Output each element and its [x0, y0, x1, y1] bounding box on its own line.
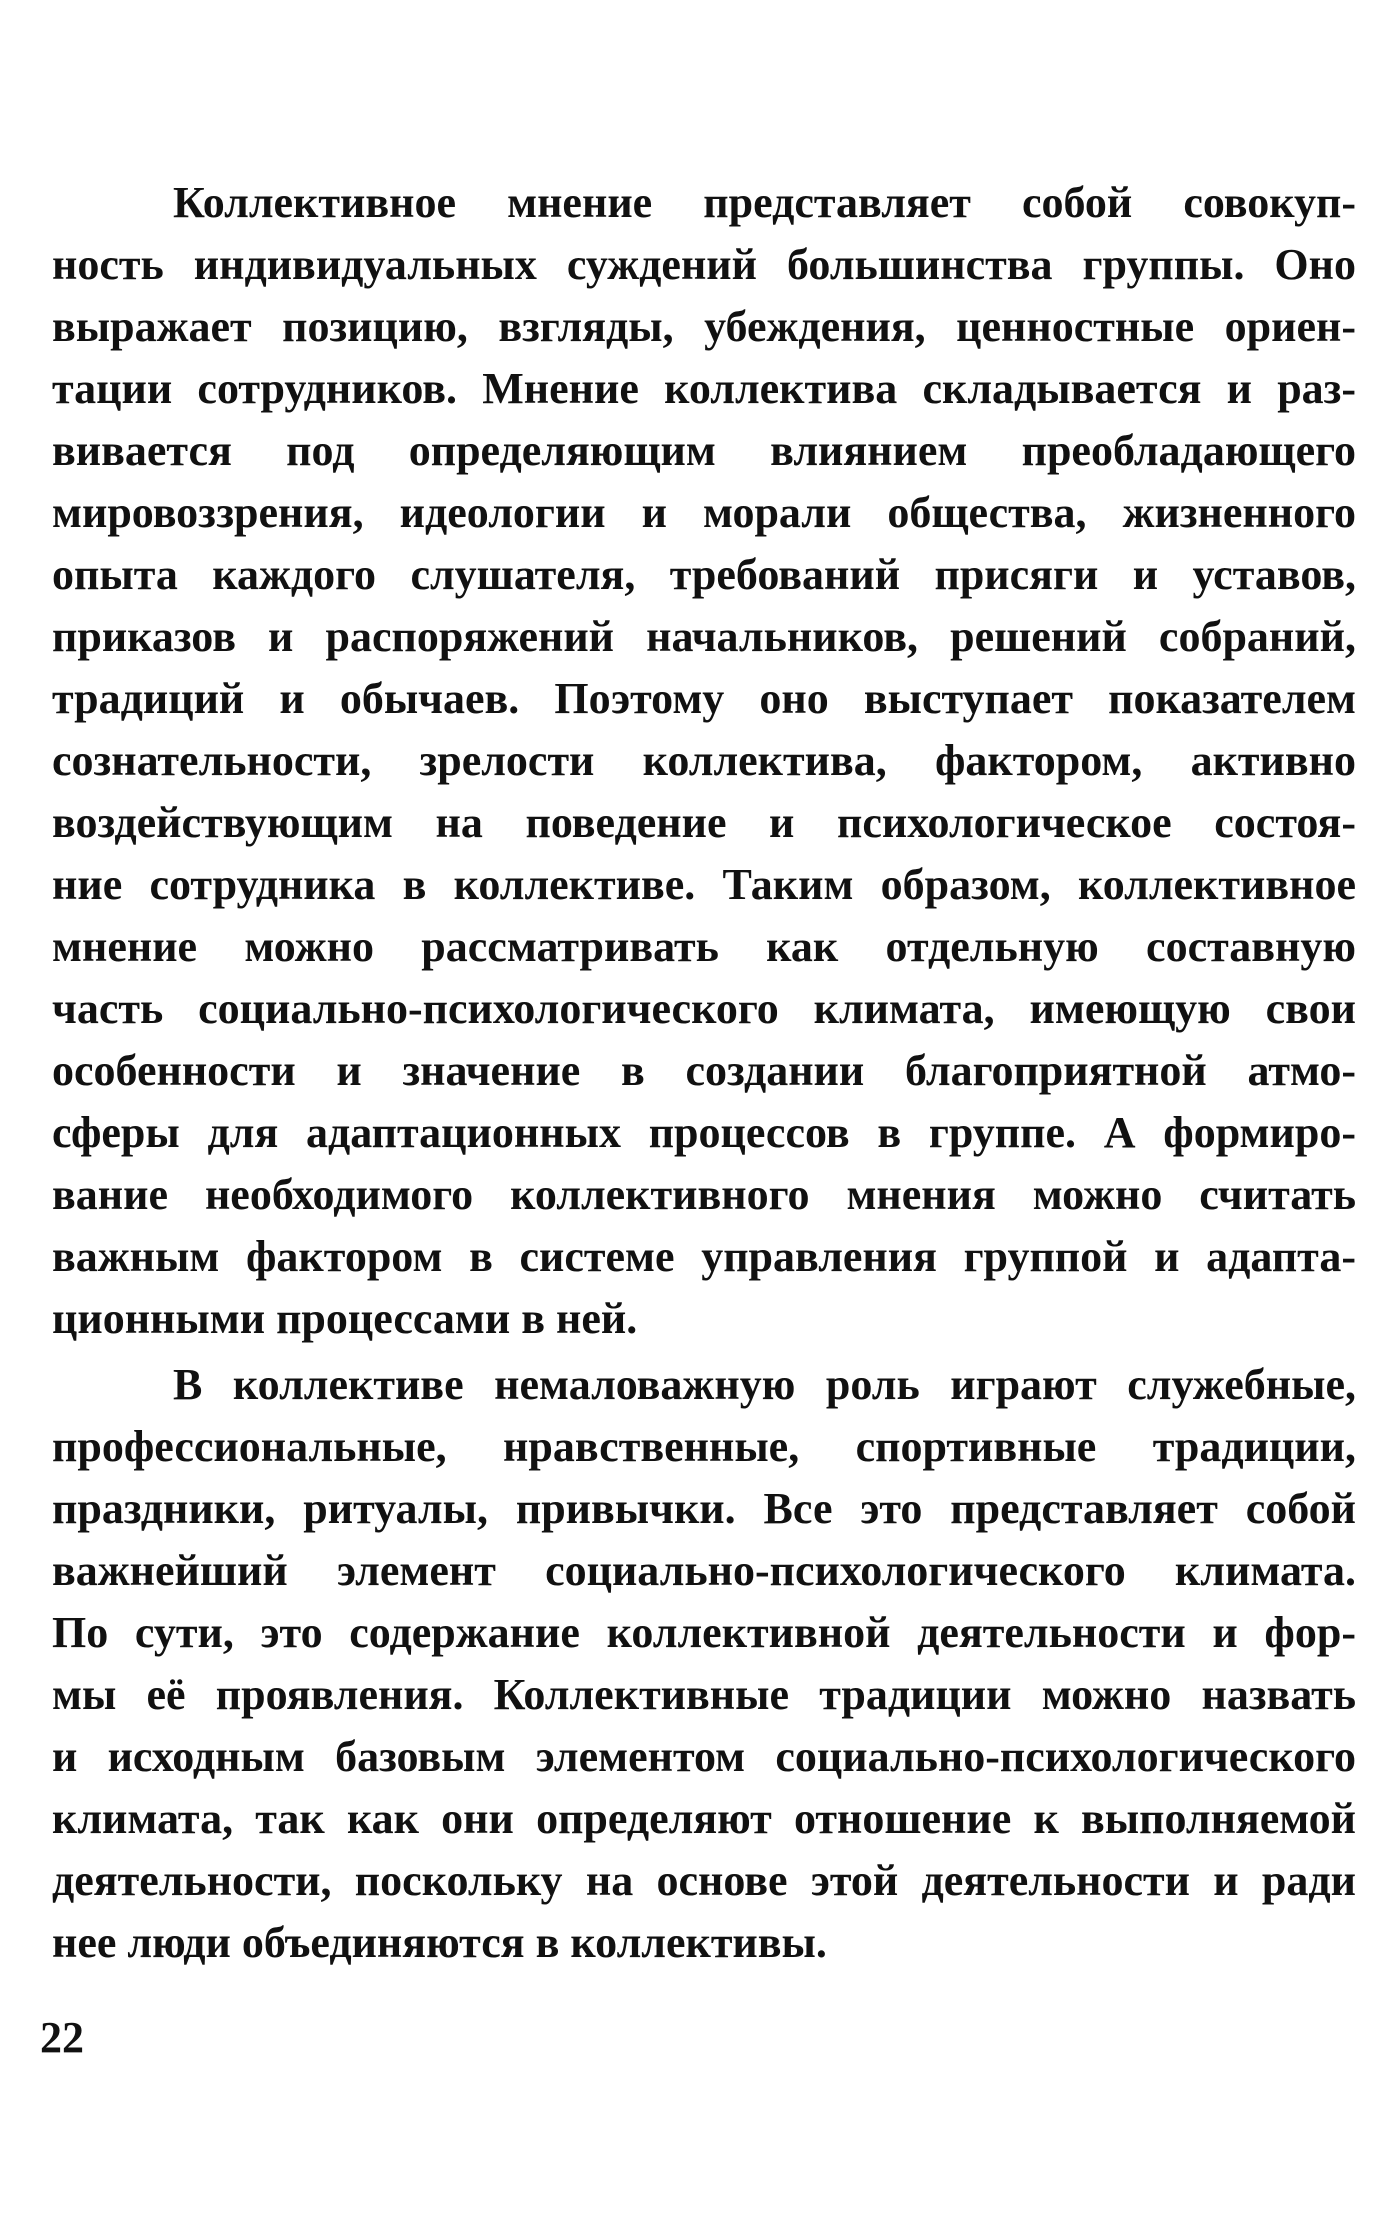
text-line: ние сотрудника в коллективе. Таким образом, коллективное: [52, 860, 1356, 909]
text-line: сферы для адаптационных процессов в группе. А формиро-: [52, 1108, 1356, 1157]
text-line: мы её проявления. Коллективные традиции можно назвать: [52, 1670, 1356, 1719]
text-line: ционными процессами в ней.: [52, 1294, 638, 1343]
text-line: и исходным базовым элементом социально-психологического: [52, 1732, 1356, 1781]
paragraphs: [52, 172, 1356, 1974]
text-line: климата, так как они определяют отношение к выполняемой: [52, 1794, 1356, 1843]
text-line: вивается под определяющим влиянием преобладающего: [52, 426, 1356, 475]
text-line: часть социально-психологического климата, имеющую свои: [52, 984, 1356, 1033]
paragraph-1: [52, 172, 1356, 1350]
body-text: [52, 172, 1356, 1974]
text-line: По сути, это содержание коллективной деятельности и фор-: [52, 1608, 1356, 1657]
text-line: профессиональные, нравственные, спортивные традиции,: [52, 1422, 1356, 1471]
page-number: 22: [40, 2013, 84, 2062]
text-line: тации сотрудников. Мнение коллектива складывается и раз-: [52, 364, 1356, 413]
text-line: нее люди объединяются в коллективы.: [52, 1918, 827, 1967]
text-line: выражает позицию, взгляды, убеждения, ценностные ориен-: [52, 302, 1356, 351]
text-line: воздействующим на поведение и психологическое состоя-: [52, 798, 1356, 847]
text-line: важным фактором в системе управления группой и адапта-: [52, 1232, 1356, 1281]
text-line: опыта каждого слушателя, требований присяги и уставов,: [52, 550, 1356, 599]
text-line: праздники, ритуалы, привычки. Все это представляет собой: [52, 1484, 1356, 1533]
text-line: важнейший элемент социально-психологического климата.: [52, 1546, 1356, 1595]
paragraph-2: [52, 1354, 1356, 1974]
text-line: мировоззрения, идеологии и морали общества, жизненного: [52, 488, 1356, 537]
text-line: вание необходимого коллективного мнения можно считать: [52, 1170, 1356, 1219]
text-line: ность индивидуальных суждений большинства группы. Оно: [52, 240, 1356, 289]
text-line: деятельности, поскольку на основе этой деятельности и ради: [52, 1856, 1356, 1905]
text-line: приказов и распоряжений начальников, решений собраний,: [52, 612, 1356, 661]
text-line: сознательности, зрелости коллектива, фактором, активно: [52, 736, 1356, 785]
text-line: В коллективе немаловажную роль играют служебные,: [173, 1360, 1356, 1409]
text-line: мнение можно рассматривать как отдельную составную: [52, 922, 1356, 971]
text-line: традиций и обычаев. Поэтому оно выступает показателем: [52, 674, 1356, 723]
text-line: особенности и значение в создании благоприятной атмо-: [52, 1046, 1356, 1095]
text-line: Коллективное мнение представляет собой совокуп-: [173, 178, 1356, 227]
